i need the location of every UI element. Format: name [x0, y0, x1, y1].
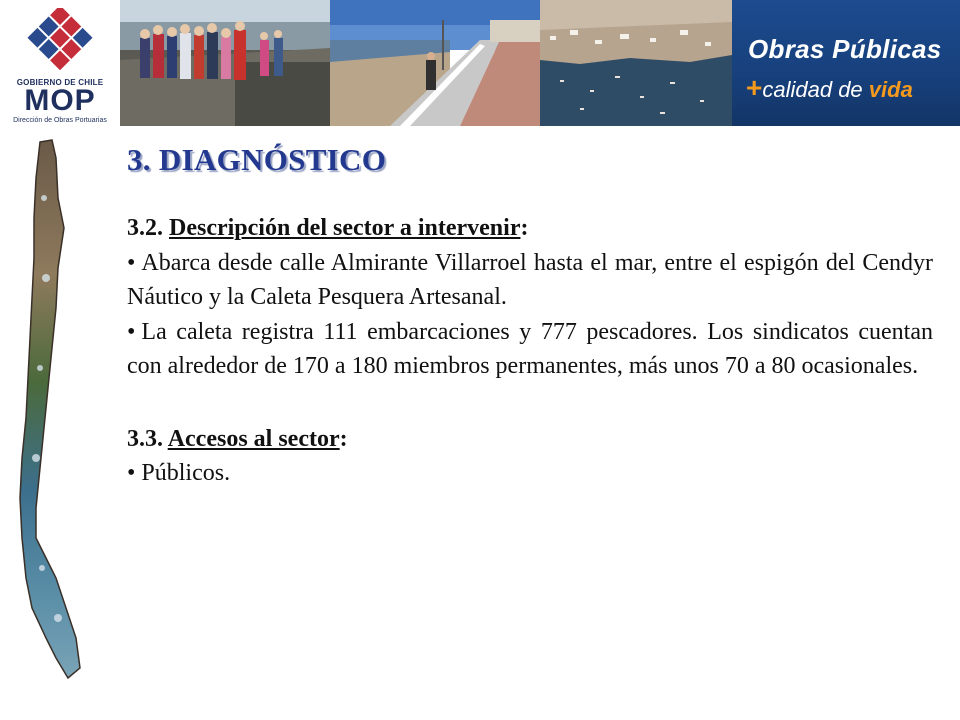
brand-plus-icon: +: [746, 72, 763, 103]
page-title: 3. DIAGNÓSTICO: [127, 142, 387, 177]
section-number: 3.3.: [127, 425, 168, 452]
section-number: 3.2.: [127, 215, 169, 241]
section-colon: :: [339, 425, 348, 452]
list-item: [127, 456, 933, 491]
logo-direction-text: Dirección de Obras Portuarias: [13, 117, 107, 124]
bullet-icon: •: [127, 249, 136, 276]
mop-logo-icon: [8, 8, 112, 78]
brand-slogan-b: vida: [868, 77, 913, 102]
children-on-pier-photo: [120, 0, 330, 126]
seaside-promenade-photo: [330, 0, 540, 126]
brand-slogan-a: calidad de: [762, 77, 869, 102]
section-title: Descripción del sector a intervenir: [169, 215, 521, 241]
logo-government-text: GOBIERNO DE CHILE: [16, 78, 104, 87]
harbor-aerial-photo: [540, 0, 732, 126]
bullet-text: Públicos.: [141, 460, 231, 486]
header-band: [0, 0, 960, 128]
section-heading-description: [127, 211, 933, 246]
bullet-icon: •: [127, 318, 136, 345]
bullet-text: Abarca desde calle Almirante Villarroel hasta el mar, entre el espigón del Cendyr Náutico y la Caleta Pesquera Artesanal.: [127, 249, 933, 310]
obras-publicas-banner: [732, 0, 960, 126]
chile-map-illustration: [6, 138, 86, 683]
section-title: Accesos al sector: [167, 425, 340, 452]
chile-map-icon: [6, 138, 86, 683]
bullet-text: La caleta registra 111 embarcaciones y 777 pescadores. Los sindicatos cuentan con alrededor de 170 a 180 miembros permanentes, más unos 70 a 80 ocasionales.: [127, 318, 933, 379]
section-colon: :: [520, 215, 529, 241]
bullet-icon: •: [127, 460, 136, 486]
brand-title: Obras Públicas: [748, 34, 942, 64]
list-item: [127, 315, 933, 384]
main-content: [127, 211, 933, 491]
section-heading-access: [127, 422, 933, 457]
section-spacer: [127, 384, 933, 422]
list-item: [127, 246, 933, 315]
brand-slogan: [746, 72, 913, 104]
mop-logo: [8, 8, 112, 128]
logo-mop-text: MOP: [24, 84, 96, 117]
